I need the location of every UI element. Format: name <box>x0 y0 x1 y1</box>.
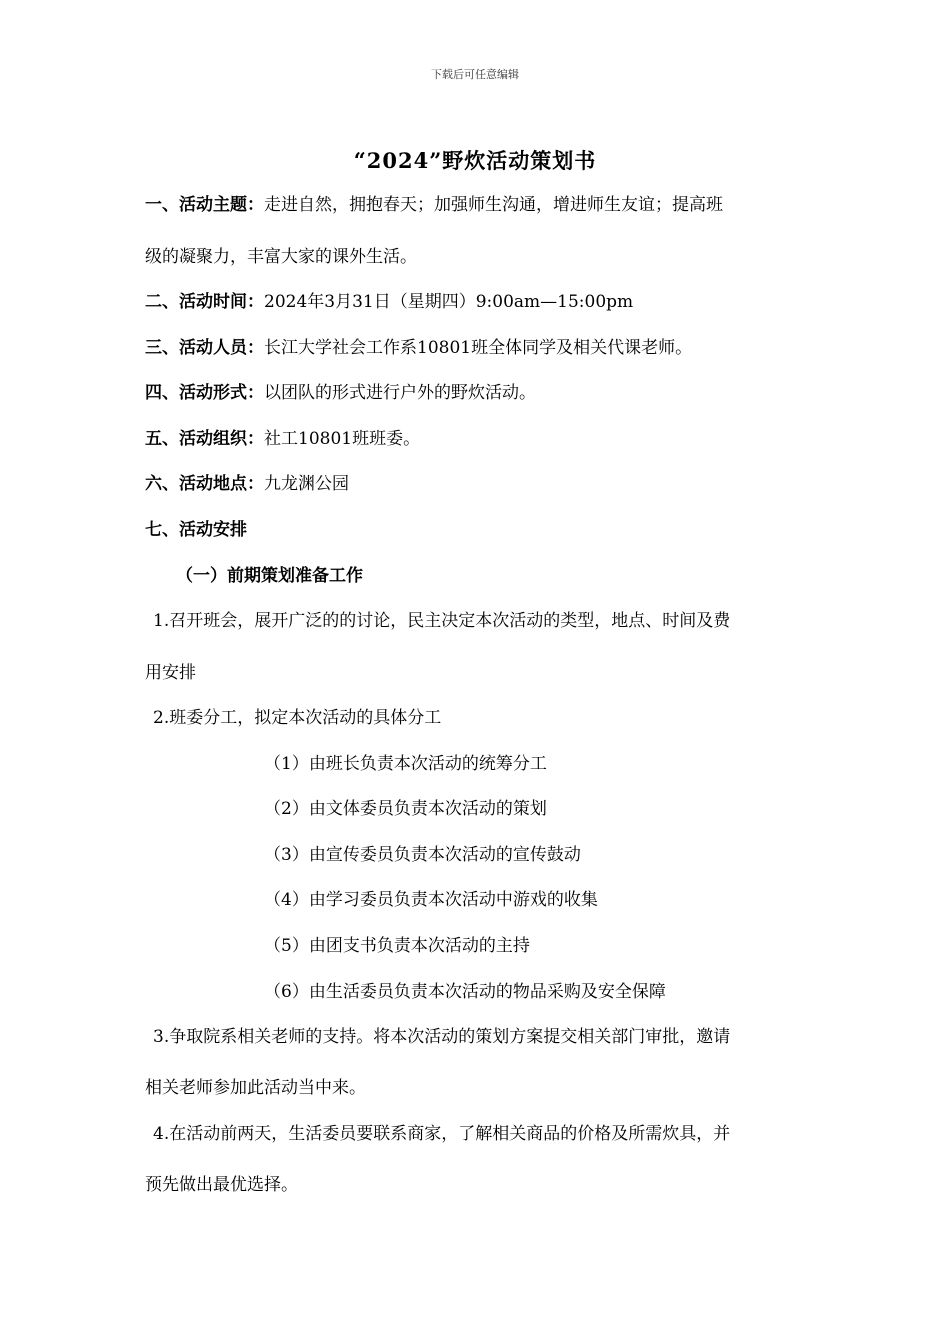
section-separator: ： <box>247 338 264 358</box>
section-separator: ： <box>247 292 264 312</box>
document-title: “2024”野炊活动策划书 <box>353 148 597 173</box>
section-theme <box>145 193 723 217</box>
duty-item: （2）由文体委员负责本次活动的策划 <box>264 799 547 819</box>
duty-item: （6）由生活委员负责本次活动的物品采购及安全保障 <box>264 982 666 1002</box>
item-3-continued: 相关老师参加此活动当中来。 <box>145 1078 366 1098</box>
item-4-continued: 预先做出最优选择。 <box>145 1175 298 1195</box>
section-location <box>145 472 349 496</box>
item-2: 2.班委分工，拟定本次活动的具体分工 <box>153 708 442 728</box>
section-text: 社工10801班班委。 <box>264 429 421 449</box>
duty-item: （4）由学习委员负责本次活动中游戏的收集 <box>264 890 598 910</box>
duty-item: （5）由团支书负责本次活动的主持 <box>264 936 530 956</box>
section-label: 一、活动主题 <box>145 195 247 215</box>
item-4: 4.在活动前两天，生活委员要联系商家，了解相关商品的价格及所需炊具，并 <box>153 1124 731 1144</box>
section-separator: ： <box>247 474 264 494</box>
item-1-continued: 用安排 <box>145 663 196 683</box>
section-label: 二、活动时间 <box>145 292 247 312</box>
section-separator: ： <box>247 383 264 403</box>
subsection-heading: （一）前期策划准备工作 <box>176 566 363 586</box>
section-text: 九龙渊公园 <box>264 474 349 494</box>
section-participants <box>145 336 692 360</box>
duty-item: （3）由宣传委员负责本次活动的宣传鼓动 <box>264 845 581 865</box>
section-text: 2024年3月31日（星期四）9:00am—15:00pm <box>264 292 634 312</box>
section-text: 长江大学社会工作系10801班全体同学及相关代课老师。 <box>264 338 693 358</box>
section-text: 走进自然，拥抱春天；加强师生沟通，增进师生友谊；提高班 <box>264 195 723 215</box>
section-label: 三、活动人员 <box>145 338 247 358</box>
section-format <box>145 381 536 405</box>
section-separator: ： <box>247 195 264 215</box>
section-schedule <box>145 518 247 542</box>
section-label: 七、活动安排 <box>145 520 247 540</box>
section-label: 四、活动形式 <box>145 383 247 403</box>
item-1: 1.召开班会，展开广泛的的讨论，民主决定本次活动的类型，地点、时间及费 <box>153 611 731 631</box>
section-label: 六、活动地点 <box>145 474 247 494</box>
section-separator: ： <box>247 429 264 449</box>
header-note: 下载后可任意编辑 <box>431 68 519 81</box>
section-text: 以团队的形式进行户外的野炊活动。 <box>264 383 536 403</box>
duty-item: （1）由班长负责本次活动的统筹分工 <box>264 754 547 774</box>
section-label: 五、活动组织 <box>145 429 247 449</box>
item-3: 3.争取院系相关老师的支持。将本次活动的策划方案提交相关部门审批，邀请 <box>153 1027 731 1047</box>
section-organizer <box>145 427 420 451</box>
section-time <box>145 290 633 314</box>
section-theme-continued: 级的凝聚力，丰富大家的课外生活。 <box>145 247 417 267</box>
